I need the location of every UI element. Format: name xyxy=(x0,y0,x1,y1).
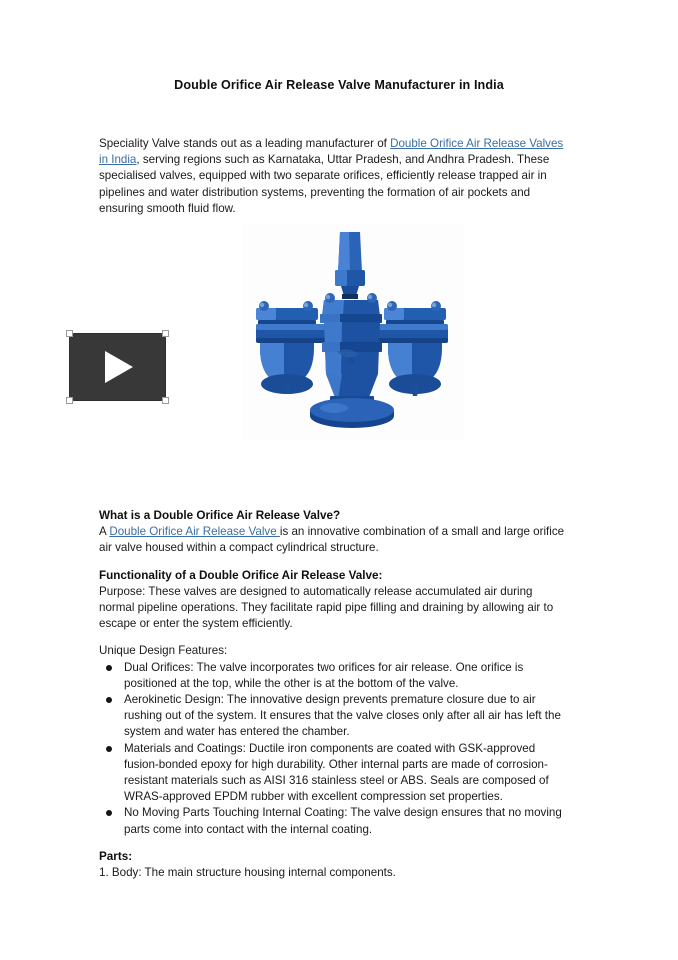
bullet-icon xyxy=(106,810,112,816)
page-title: Double Orifice Air Release Valve Manufacturer in India xyxy=(174,78,504,92)
heading-what-is: What is a Double Orifice Air Release Valve? xyxy=(99,509,341,522)
bullet-icon xyxy=(106,746,112,752)
bullet-icon xyxy=(106,697,112,703)
what-is-text-before-link: A xyxy=(99,525,110,539)
list-item xyxy=(99,692,569,741)
list-item xyxy=(99,741,569,806)
list-item-text: No Moving Parts Touching Internal Coating: The valve design ensures that no moving parts come into contact with the internal coating. xyxy=(124,806,562,836)
valve-product-image xyxy=(242,224,464,439)
intro-paragraph xyxy=(99,136,567,218)
resize-handle-top-left[interactable] xyxy=(66,330,73,337)
resize-handle-top-right[interactable] xyxy=(162,330,169,337)
what-is-text-after-link: is an innovative combination of a small and large orifice air valve housed within a compact cylindrical structure. xyxy=(99,525,565,555)
link-double-orifice-air-release-valves-in-india[interactable]: Double Orifice Air Release Valves in India xyxy=(99,136,564,166)
heading-unique-design-features: Unique Design Features: xyxy=(99,644,228,658)
resize-handle-bottom-left[interactable] xyxy=(66,397,73,404)
heading-functionality: Functionality of a Double Orifice Air Release Valve: xyxy=(99,568,383,582)
link-double-orifice-air-release-valve[interactable]: Double Orifice Air Release Valve xyxy=(109,525,280,539)
video-placeholder[interactable] xyxy=(66,330,169,404)
list-item-text: Materials and Coatings: Ductile iron components are coated with GSK-approved fusion-bonded epoxy for high durability. Other internal parts are made of corrosion-resistant materials such as AISI 316 stainless steel or ABS. Seals are composed of WRAS-approved EPDM rubber with excellent compression set properties. xyxy=(124,741,549,804)
list-item xyxy=(99,660,569,692)
parts-item-1: 1. Body: The main structure housing internal components. xyxy=(99,866,396,880)
heading-parts: Parts: xyxy=(99,849,133,863)
resize-handle-bottom-right[interactable] xyxy=(162,397,169,404)
spacer xyxy=(99,632,569,643)
video-thumbnail[interactable] xyxy=(70,334,165,400)
features-list xyxy=(99,660,569,838)
list-item-text: Dual Orifices: The valve incorporates two orifices for air release. One orifice is positioned at the top, while the other is at the bottom of the valve. xyxy=(124,660,524,690)
what-is-paragraph xyxy=(99,524,569,556)
intro-text-after-link: , serving regions such as Karnataka, Uttar Pradesh, and Andhra Pradesh. These specialised valves, equipped with two separate orifices, efficiently release trapped air in pipelines and water distribution systems, preventing the formation of air pockets and ensuring smooth fluid flow. xyxy=(99,153,550,216)
intro-text-before-link: Speciality Valve stands out as a leading manufacturer of xyxy=(99,136,391,150)
bullet-icon xyxy=(106,665,112,671)
list-item xyxy=(99,805,569,837)
svg-text:R: R xyxy=(348,357,356,367)
list-item-text: Aerokinetic Design: The innovative design prevents premature closure due to air rushing out of the system. It ensures that the valve closes only after all air has left the system and water has entered the chamber. xyxy=(124,693,561,739)
play-icon[interactable] xyxy=(105,351,133,383)
spacer xyxy=(99,838,569,849)
functionality-paragraph: Purpose: These valves are designed to automatically release accumulated air during normal pipeline operations. They facilitate rapid pipe filling and draining by allowing air to escape or enter the system efficiently. xyxy=(99,584,554,631)
spacer xyxy=(99,557,569,568)
content-body xyxy=(99,508,569,881)
